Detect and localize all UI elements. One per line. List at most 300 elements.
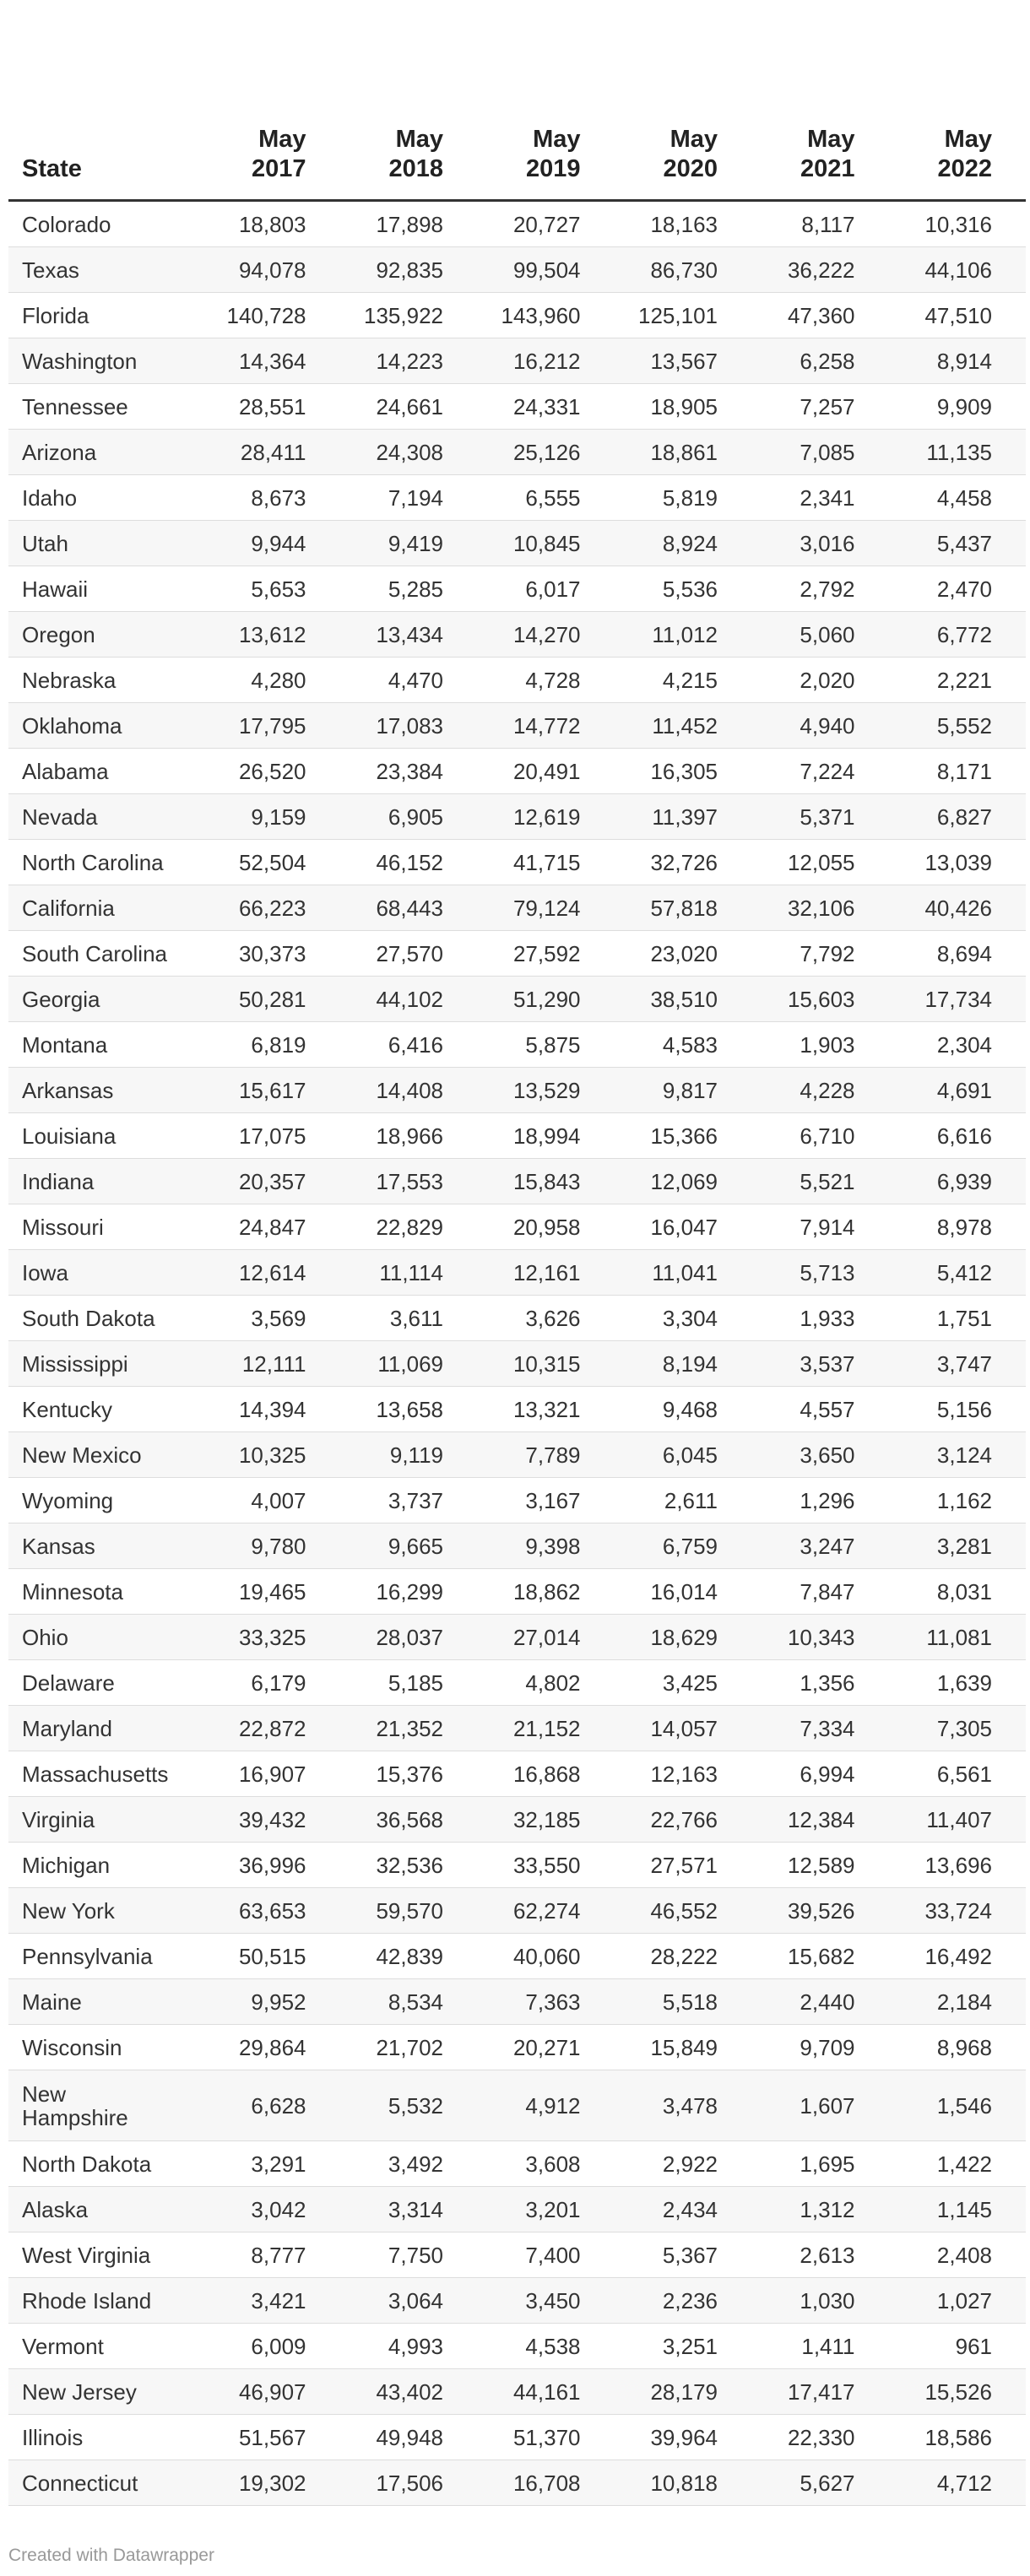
value-cell: 24,847 bbox=[203, 1204, 340, 1250]
table-row bbox=[8, 885, 1026, 931]
value-cell: 38,510 bbox=[615, 977, 752, 1022]
value-cell: 16,305 bbox=[615, 749, 752, 794]
value-cell: 40,060 bbox=[477, 1934, 615, 1979]
state-cell: Louisiana bbox=[8, 1113, 203, 1159]
value-cell: 25,126 bbox=[477, 430, 615, 475]
value-cell: 44,106 bbox=[889, 247, 1027, 293]
value-cell: 3,478 bbox=[615, 2070, 752, 2141]
value-cell: 12,614 bbox=[203, 1250, 340, 1296]
value-cell: 2,020 bbox=[751, 658, 889, 703]
value-cell: 10,818 bbox=[615, 2460, 752, 2506]
value-cell: 40,426 bbox=[889, 885, 1027, 931]
value-cell: 2,408 bbox=[889, 2232, 1027, 2278]
value-cell: 3,421 bbox=[203, 2278, 340, 2324]
value-cell: 1,356 bbox=[751, 1660, 889, 1706]
value-cell: 10,845 bbox=[477, 521, 615, 566]
table-row bbox=[8, 566, 1026, 612]
value-cell: 12,161 bbox=[477, 1250, 615, 1296]
value-cell: 49,948 bbox=[340, 2415, 478, 2460]
value-cell: 6,258 bbox=[751, 338, 889, 384]
value-cell: 13,434 bbox=[340, 612, 478, 658]
value-cell: 16,299 bbox=[340, 1569, 478, 1615]
table-row bbox=[8, 1204, 1026, 1250]
state-cell: South Dakota bbox=[8, 1296, 203, 1341]
value-cell: 11,397 bbox=[615, 794, 752, 840]
value-cell: 3,291 bbox=[203, 2141, 340, 2187]
table-row bbox=[8, 1934, 1026, 1979]
value-cell: 3,650 bbox=[751, 1432, 889, 1478]
table-row bbox=[8, 1797, 1026, 1843]
table-row bbox=[8, 247, 1026, 293]
value-cell: 11,407 bbox=[889, 1797, 1027, 1843]
state-cell: Tennessee bbox=[8, 384, 203, 430]
state-cell: Ohio bbox=[8, 1615, 203, 1660]
value-cell: 135,922 bbox=[340, 293, 478, 338]
value-cell: 4,007 bbox=[203, 1478, 340, 1523]
value-cell: 39,432 bbox=[203, 1797, 340, 1843]
value-cell: 7,224 bbox=[751, 749, 889, 794]
column-header-may-2021 bbox=[751, 125, 889, 201]
value-cell: 4,280 bbox=[203, 658, 340, 703]
table-row bbox=[8, 1478, 1026, 1523]
value-cell: 3,425 bbox=[615, 1660, 752, 1706]
value-cell: 1,751 bbox=[889, 1296, 1027, 1341]
value-cell: 14,364 bbox=[203, 338, 340, 384]
value-cell: 5,713 bbox=[751, 1250, 889, 1296]
value-cell: 12,384 bbox=[751, 1797, 889, 1843]
value-cell: 14,394 bbox=[203, 1387, 340, 1432]
value-cell: 5,060 bbox=[751, 612, 889, 658]
value-cell: 9,944 bbox=[203, 521, 340, 566]
value-cell: 1,296 bbox=[751, 1478, 889, 1523]
value-cell: 92,835 bbox=[340, 247, 478, 293]
value-cell: 68,443 bbox=[340, 885, 478, 931]
table-row bbox=[8, 2141, 1026, 2187]
value-cell: 4,538 bbox=[477, 2324, 615, 2369]
value-cell: 21,152 bbox=[477, 1706, 615, 1751]
data-table bbox=[8, 125, 1026, 2506]
value-cell: 9,665 bbox=[340, 1523, 478, 1569]
table-row bbox=[8, 1022, 1026, 1068]
state-cell: North Carolina bbox=[8, 840, 203, 885]
table-row bbox=[8, 1751, 1026, 1797]
value-cell: 33,325 bbox=[203, 1615, 340, 1660]
value-cell: 6,827 bbox=[889, 794, 1027, 840]
table-row bbox=[8, 2025, 1026, 2070]
value-cell: 6,759 bbox=[615, 1523, 752, 1569]
value-cell: 125,101 bbox=[615, 293, 752, 338]
state-cell: Vermont bbox=[8, 2324, 203, 2369]
state-cell: South Carolina bbox=[8, 931, 203, 977]
column-header-may-2017 bbox=[203, 125, 340, 201]
value-cell: 4,583 bbox=[615, 1022, 752, 1068]
value-cell: 14,772 bbox=[477, 703, 615, 749]
state-cell: Rhode Island bbox=[8, 2278, 203, 2324]
state-cell: New Hampshire bbox=[8, 2070, 203, 2141]
value-cell: 9,817 bbox=[615, 1068, 752, 1113]
table-row bbox=[8, 2232, 1026, 2278]
value-cell: 11,114 bbox=[340, 1250, 478, 1296]
value-cell: 6,772 bbox=[889, 612, 1027, 658]
value-cell: 7,750 bbox=[340, 2232, 478, 2278]
table-row bbox=[8, 1615, 1026, 1660]
value-cell: 17,795 bbox=[203, 703, 340, 749]
value-cell: 6,994 bbox=[751, 1751, 889, 1797]
value-cell: 6,045 bbox=[615, 1432, 752, 1478]
state-cell: Arkansas bbox=[8, 1068, 203, 1113]
state-cell: Montana bbox=[8, 1022, 203, 1068]
value-cell: 19,302 bbox=[203, 2460, 340, 2506]
table-row bbox=[8, 2278, 1026, 2324]
state-cell: Nebraska bbox=[8, 658, 203, 703]
value-cell: 5,285 bbox=[340, 566, 478, 612]
value-cell: 18,966 bbox=[340, 1113, 478, 1159]
value-cell: 2,304 bbox=[889, 1022, 1027, 1068]
column-header-state bbox=[8, 125, 203, 201]
table-body bbox=[8, 201, 1026, 2506]
value-cell: 4,470 bbox=[340, 658, 478, 703]
value-cell: 13,529 bbox=[477, 1068, 615, 1113]
value-cell: 14,057 bbox=[615, 1706, 752, 1751]
value-cell: 2,440 bbox=[751, 1979, 889, 2025]
value-cell: 2,434 bbox=[615, 2187, 752, 2232]
value-cell: 24,308 bbox=[340, 430, 478, 475]
table-row bbox=[8, 840, 1026, 885]
value-cell: 15,617 bbox=[203, 1068, 340, 1113]
value-cell: 3,737 bbox=[340, 1478, 478, 1523]
value-cell: 3,608 bbox=[477, 2141, 615, 2187]
value-cell: 12,111 bbox=[203, 1341, 340, 1387]
value-cell: 5,367 bbox=[615, 2232, 752, 2278]
column-header-may-2022 bbox=[889, 125, 1027, 201]
value-cell: 15,843 bbox=[477, 1159, 615, 1204]
state-cell: Michigan bbox=[8, 1843, 203, 1888]
value-cell: 52,504 bbox=[203, 840, 340, 885]
value-cell: 12,069 bbox=[615, 1159, 752, 1204]
value-cell: 2,236 bbox=[615, 2278, 752, 2324]
value-cell: 20,727 bbox=[477, 201, 615, 247]
value-cell: 22,829 bbox=[340, 1204, 478, 1250]
table-row bbox=[8, 612, 1026, 658]
value-cell: 6,555 bbox=[477, 475, 615, 521]
table-row bbox=[8, 475, 1026, 521]
value-cell: 8,031 bbox=[889, 1569, 1027, 1615]
value-cell: 3,626 bbox=[477, 1296, 615, 1341]
value-cell: 7,792 bbox=[751, 931, 889, 977]
value-cell: 22,872 bbox=[203, 1706, 340, 1751]
value-cell: 28,551 bbox=[203, 384, 340, 430]
value-cell: 7,305 bbox=[889, 1706, 1027, 1751]
state-cell: Maryland bbox=[8, 1706, 203, 1751]
value-cell: 5,521 bbox=[751, 1159, 889, 1204]
value-cell: 11,135 bbox=[889, 430, 1027, 475]
value-cell: 16,492 bbox=[889, 1934, 1027, 1979]
value-cell: 8,777 bbox=[203, 2232, 340, 2278]
value-cell: 8,534 bbox=[340, 1979, 478, 2025]
value-cell: 20,271 bbox=[477, 2025, 615, 2070]
value-cell: 3,124 bbox=[889, 1432, 1027, 1478]
column-header-line2: 2020 bbox=[663, 155, 718, 182]
value-cell: 9,780 bbox=[203, 1523, 340, 1569]
value-cell: 17,898 bbox=[340, 201, 478, 247]
value-cell: 44,102 bbox=[340, 977, 478, 1022]
value-cell: 11,041 bbox=[615, 1250, 752, 1296]
value-cell: 1,162 bbox=[889, 1478, 1027, 1523]
state-cell: Maine bbox=[8, 1979, 203, 2025]
value-cell: 10,325 bbox=[203, 1432, 340, 1478]
value-cell: 1,639 bbox=[889, 1660, 1027, 1706]
value-cell: 4,940 bbox=[751, 703, 889, 749]
value-cell: 50,281 bbox=[203, 977, 340, 1022]
value-cell: 10,343 bbox=[751, 1615, 889, 1660]
state-cell: Connecticut bbox=[8, 2460, 203, 2506]
value-cell: 86,730 bbox=[615, 247, 752, 293]
value-cell: 13,696 bbox=[889, 1843, 1027, 1888]
table-row bbox=[8, 931, 1026, 977]
value-cell: 24,331 bbox=[477, 384, 615, 430]
state-cell: Arizona bbox=[8, 430, 203, 475]
value-cell: 1,145 bbox=[889, 2187, 1027, 2232]
value-cell: 46,907 bbox=[203, 2369, 340, 2415]
state-cell: Massachusetts bbox=[8, 1751, 203, 1797]
state-cell: Mississippi bbox=[8, 1341, 203, 1387]
value-cell: 3,747 bbox=[889, 1341, 1027, 1387]
value-cell: 1,607 bbox=[751, 2070, 889, 2141]
value-cell: 46,152 bbox=[340, 840, 478, 885]
value-cell: 6,416 bbox=[340, 1022, 478, 1068]
value-cell: 6,628 bbox=[203, 2070, 340, 2141]
value-cell: 3,042 bbox=[203, 2187, 340, 2232]
value-cell: 3,569 bbox=[203, 1296, 340, 1341]
value-cell: 22,330 bbox=[751, 2415, 889, 2460]
table-row bbox=[8, 1432, 1026, 1478]
value-cell: 79,124 bbox=[477, 885, 615, 931]
value-cell: 7,847 bbox=[751, 1569, 889, 1615]
value-cell: 16,212 bbox=[477, 338, 615, 384]
value-cell: 8,694 bbox=[889, 931, 1027, 977]
value-cell: 36,222 bbox=[751, 247, 889, 293]
value-cell: 32,726 bbox=[615, 840, 752, 885]
value-cell: 3,450 bbox=[477, 2278, 615, 2324]
value-cell: 3,314 bbox=[340, 2187, 478, 2232]
table-row bbox=[8, 521, 1026, 566]
state-cell: Kansas bbox=[8, 1523, 203, 1569]
table-row bbox=[8, 794, 1026, 840]
value-cell: 16,907 bbox=[203, 1751, 340, 1797]
table-row bbox=[8, 2324, 1026, 2369]
state-cell: West Virginia bbox=[8, 2232, 203, 2278]
value-cell: 7,914 bbox=[751, 1204, 889, 1250]
value-cell: 2,792 bbox=[751, 566, 889, 612]
column-header-line1: May bbox=[258, 126, 306, 153]
value-cell: 2,184 bbox=[889, 1979, 1027, 2025]
table-row bbox=[8, 384, 1026, 430]
state-cell: California bbox=[8, 885, 203, 931]
value-cell: 4,712 bbox=[889, 2460, 1027, 2506]
table-row bbox=[8, 1843, 1026, 1888]
column-header-line1: May bbox=[533, 126, 581, 153]
value-cell: 2,611 bbox=[615, 1478, 752, 1523]
value-cell: 18,629 bbox=[615, 1615, 752, 1660]
column-header-line1: May bbox=[395, 126, 443, 153]
state-cell: Iowa bbox=[8, 1250, 203, 1296]
value-cell: 14,223 bbox=[340, 338, 478, 384]
column-header-may-2018 bbox=[340, 125, 478, 201]
value-cell: 6,561 bbox=[889, 1751, 1027, 1797]
column-header-line2: 2021 bbox=[800, 155, 855, 182]
value-cell: 13,567 bbox=[615, 338, 752, 384]
table-row bbox=[8, 1660, 1026, 1706]
column-header-line1: May bbox=[807, 126, 855, 153]
value-cell: 57,818 bbox=[615, 885, 752, 931]
value-cell: 3,247 bbox=[751, 1523, 889, 1569]
value-cell: 3,537 bbox=[751, 1341, 889, 1387]
value-cell: 18,861 bbox=[615, 430, 752, 475]
value-cell: 27,014 bbox=[477, 1615, 615, 1660]
column-header-line1: May bbox=[670, 126, 718, 153]
value-cell: 32,185 bbox=[477, 1797, 615, 1843]
value-cell: 14,270 bbox=[477, 612, 615, 658]
value-cell: 4,802 bbox=[477, 1660, 615, 1706]
data-table-container bbox=[8, 125, 1026, 2506]
value-cell: 9,952 bbox=[203, 1979, 340, 2025]
table-row bbox=[8, 977, 1026, 1022]
value-cell: 8,914 bbox=[889, 338, 1027, 384]
column-header-may-2020 bbox=[615, 125, 752, 201]
value-cell: 1,312 bbox=[751, 2187, 889, 2232]
value-cell: 11,452 bbox=[615, 703, 752, 749]
value-cell: 17,417 bbox=[751, 2369, 889, 2415]
value-cell: 30,373 bbox=[203, 931, 340, 977]
value-cell: 3,281 bbox=[889, 1523, 1027, 1569]
value-cell: 5,185 bbox=[340, 1660, 478, 1706]
value-cell: 961 bbox=[889, 2324, 1027, 2369]
value-cell: 6,009 bbox=[203, 2324, 340, 2369]
state-cell: Missouri bbox=[8, 1204, 203, 1250]
value-cell: 10,316 bbox=[889, 201, 1027, 247]
value-cell: 4,215 bbox=[615, 658, 752, 703]
value-cell: 47,360 bbox=[751, 293, 889, 338]
value-cell: 9,398 bbox=[477, 1523, 615, 1569]
value-cell: 99,504 bbox=[477, 247, 615, 293]
value-cell: 33,724 bbox=[889, 1888, 1027, 1934]
value-cell: 23,020 bbox=[615, 931, 752, 977]
value-cell: 1,546 bbox=[889, 2070, 1027, 2141]
value-cell: 3,064 bbox=[340, 2278, 478, 2324]
value-cell: 8,117 bbox=[751, 201, 889, 247]
value-cell: 28,179 bbox=[615, 2369, 752, 2415]
value-cell: 4,458 bbox=[889, 475, 1027, 521]
value-cell: 6,819 bbox=[203, 1022, 340, 1068]
value-cell: 5,518 bbox=[615, 1979, 752, 2025]
value-cell: 1,422 bbox=[889, 2141, 1027, 2187]
value-cell: 18,905 bbox=[615, 384, 752, 430]
value-cell: 4,728 bbox=[477, 658, 615, 703]
value-cell: 47,510 bbox=[889, 293, 1027, 338]
value-cell: 22,766 bbox=[615, 1797, 752, 1843]
value-cell: 66,223 bbox=[203, 885, 340, 931]
value-cell: 39,526 bbox=[751, 1888, 889, 1934]
value-cell: 4,557 bbox=[751, 1387, 889, 1432]
column-header-may-2019 bbox=[477, 125, 615, 201]
state-cell: Hawaii bbox=[8, 566, 203, 612]
state-cell: New York bbox=[8, 1888, 203, 1934]
value-cell: 9,909 bbox=[889, 384, 1027, 430]
value-cell: 9,159 bbox=[203, 794, 340, 840]
value-cell: 43,402 bbox=[340, 2369, 478, 2415]
table-row bbox=[8, 338, 1026, 384]
value-cell: 20,491 bbox=[477, 749, 615, 794]
value-cell: 2,613 bbox=[751, 2232, 889, 2278]
table-row bbox=[8, 1888, 1026, 1934]
value-cell: 3,251 bbox=[615, 2324, 752, 2369]
value-cell: 5,875 bbox=[477, 1022, 615, 1068]
value-cell: 15,366 bbox=[615, 1113, 752, 1159]
state-cell: Wyoming bbox=[8, 1478, 203, 1523]
table-row bbox=[8, 1159, 1026, 1204]
value-cell: 5,412 bbox=[889, 1250, 1027, 1296]
table-row bbox=[8, 1387, 1026, 1432]
value-cell: 28,411 bbox=[203, 430, 340, 475]
state-cell: Illinois bbox=[8, 2415, 203, 2460]
table-row bbox=[8, 1250, 1026, 1296]
value-cell: 12,055 bbox=[751, 840, 889, 885]
value-cell: 26,520 bbox=[203, 749, 340, 794]
value-cell: 2,221 bbox=[889, 658, 1027, 703]
value-cell: 27,570 bbox=[340, 931, 478, 977]
value-cell: 5,819 bbox=[615, 475, 752, 521]
state-cell: Pennsylvania bbox=[8, 1934, 203, 1979]
value-cell: 7,334 bbox=[751, 1706, 889, 1751]
value-cell: 5,532 bbox=[340, 2070, 478, 2141]
value-cell: 1,695 bbox=[751, 2141, 889, 2187]
table-row bbox=[8, 2460, 1026, 2506]
value-cell: 21,702 bbox=[340, 2025, 478, 2070]
table-row bbox=[8, 293, 1026, 338]
value-cell: 16,014 bbox=[615, 1569, 752, 1615]
state-cell: Nevada bbox=[8, 794, 203, 840]
value-cell: 7,085 bbox=[751, 430, 889, 475]
value-cell: 140,728 bbox=[203, 293, 340, 338]
value-cell: 15,526 bbox=[889, 2369, 1027, 2415]
state-cell: Kentucky bbox=[8, 1387, 203, 1432]
value-cell: 16,868 bbox=[477, 1751, 615, 1797]
value-cell: 21,352 bbox=[340, 1706, 478, 1751]
value-cell: 17,083 bbox=[340, 703, 478, 749]
value-cell: 6,939 bbox=[889, 1159, 1027, 1204]
value-cell: 9,468 bbox=[615, 1387, 752, 1432]
table-row bbox=[8, 1341, 1026, 1387]
value-cell: 62,274 bbox=[477, 1888, 615, 1934]
value-cell: 41,715 bbox=[477, 840, 615, 885]
table-row bbox=[8, 1523, 1026, 1569]
table-row bbox=[8, 749, 1026, 794]
state-cell: Georgia bbox=[8, 977, 203, 1022]
value-cell: 20,357 bbox=[203, 1159, 340, 1204]
value-cell: 7,363 bbox=[477, 1979, 615, 2025]
state-cell: Minnesota bbox=[8, 1569, 203, 1615]
state-cell: Wisconsin bbox=[8, 2025, 203, 2070]
value-cell: 9,419 bbox=[340, 521, 478, 566]
table-row bbox=[8, 2187, 1026, 2232]
value-cell: 4,691 bbox=[889, 1068, 1027, 1113]
value-cell: 44,161 bbox=[477, 2369, 615, 2415]
value-cell: 6,616 bbox=[889, 1113, 1027, 1159]
state-cell: Alaska bbox=[8, 2187, 203, 2232]
value-cell: 13,658 bbox=[340, 1387, 478, 1432]
column-header-line1: May bbox=[944, 126, 992, 153]
value-cell: 15,376 bbox=[340, 1751, 478, 1797]
